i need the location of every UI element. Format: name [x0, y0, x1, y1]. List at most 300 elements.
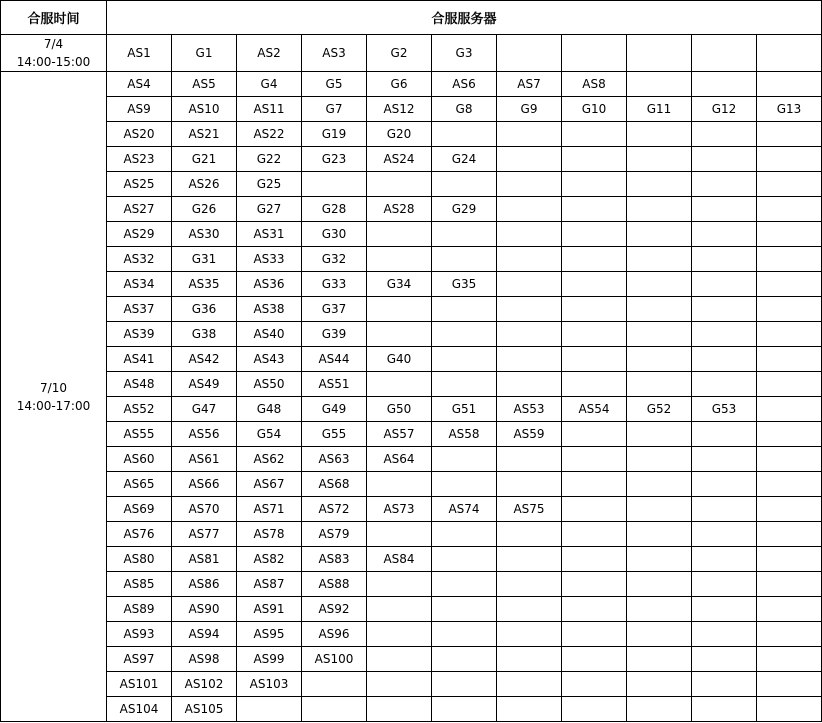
- server-cell: [692, 347, 757, 372]
- server-cell: AS72: [302, 497, 367, 522]
- server-cell: AS28: [367, 197, 432, 222]
- server-cell: AS70: [172, 497, 237, 522]
- server-cell: G3: [432, 35, 497, 72]
- server-cell: [627, 647, 692, 672]
- server-cell: [432, 572, 497, 597]
- server-cell: [692, 672, 757, 697]
- server-cell: [562, 497, 627, 522]
- server-cell: G38: [172, 322, 237, 347]
- table-row: [1, 572, 822, 597]
- server-cell: [367, 322, 432, 347]
- server-cell: [757, 172, 822, 197]
- server-cell: G39: [302, 322, 367, 347]
- server-cell: [432, 322, 497, 347]
- server-cell: AS65: [107, 472, 172, 497]
- server-cell: [757, 547, 822, 572]
- server-cell: AS86: [172, 572, 237, 597]
- table-row: [1, 422, 822, 447]
- server-cell: G40: [367, 347, 432, 372]
- server-cell: [757, 247, 822, 272]
- table-body: [1, 35, 822, 722]
- server-cell: AS29: [107, 222, 172, 247]
- server-cell: AS30: [172, 222, 237, 247]
- server-cell: [432, 347, 497, 372]
- server-cell: G34: [367, 272, 432, 297]
- server-cell: G24: [432, 147, 497, 172]
- server-cell: AS52: [107, 397, 172, 422]
- server-cell: [497, 222, 562, 247]
- server-cell: [692, 647, 757, 672]
- table-row: [1, 497, 822, 522]
- server-cell: AS78: [237, 522, 302, 547]
- server-cell: [692, 272, 757, 297]
- server-cell: [497, 522, 562, 547]
- server-cell: G19: [302, 122, 367, 147]
- server-cell: AS22: [237, 122, 302, 147]
- server-cell: AS8: [562, 72, 627, 97]
- server-cell: [562, 672, 627, 697]
- server-cell: AS32: [107, 247, 172, 272]
- server-cell: AS58: [432, 422, 497, 447]
- server-cell: [497, 322, 562, 347]
- server-cell: [627, 122, 692, 147]
- server-cell: AS26: [172, 172, 237, 197]
- server-cell: [562, 147, 627, 172]
- server-cell: [497, 597, 562, 622]
- server-cell: [627, 247, 692, 272]
- time-column-header: 合服时间: [1, 1, 107, 35]
- server-cell: G13: [757, 97, 822, 122]
- server-cell: AS10: [172, 97, 237, 122]
- server-cell: G32: [302, 247, 367, 272]
- server-cell: [562, 422, 627, 447]
- server-cell: [692, 447, 757, 472]
- server-cell: AS20: [107, 122, 172, 147]
- server-cell: [692, 572, 757, 597]
- server-cell: [627, 35, 692, 72]
- table-row: [1, 272, 822, 297]
- server-cell: AS92: [302, 597, 367, 622]
- server-cell: AS63: [302, 447, 367, 472]
- server-cell: [562, 297, 627, 322]
- server-cell: [627, 697, 692, 722]
- server-cell: G37: [302, 297, 367, 322]
- server-cell: [692, 222, 757, 247]
- table-row: [1, 122, 822, 147]
- server-cell: [432, 597, 497, 622]
- server-cell: [627, 297, 692, 322]
- server-cell: [367, 572, 432, 597]
- server-cell: AS102: [172, 672, 237, 697]
- server-cell: [757, 522, 822, 547]
- server-cell: AS71: [237, 497, 302, 522]
- server-cell: [562, 697, 627, 722]
- server-cell: [432, 622, 497, 647]
- server-cell: AS38: [237, 297, 302, 322]
- server-cell: [692, 197, 757, 222]
- table-row: [1, 197, 822, 222]
- server-cell: AS7: [497, 72, 562, 97]
- table-row: [1, 247, 822, 272]
- server-cell: [497, 35, 562, 72]
- table-row: [1, 672, 822, 697]
- server-cell: [627, 347, 692, 372]
- server-cell: G51: [432, 397, 497, 422]
- merge-time-cell: [1, 35, 107, 72]
- server-cell: G27: [237, 197, 302, 222]
- table-row: [1, 472, 822, 497]
- server-cell: AS90: [172, 597, 237, 622]
- server-cell: G21: [172, 147, 237, 172]
- server-cell: [692, 497, 757, 522]
- server-cell: AS61: [172, 447, 237, 472]
- server-cell: [692, 597, 757, 622]
- server-cell: [562, 447, 627, 472]
- server-cell: AS103: [237, 672, 302, 697]
- server-cell: [692, 172, 757, 197]
- server-cell: [432, 247, 497, 272]
- server-cell: [692, 147, 757, 172]
- server-cell: [627, 72, 692, 97]
- server-cell: G31: [172, 247, 237, 272]
- server-cell: [432, 447, 497, 472]
- server-cell: [497, 472, 562, 497]
- table-row: [1, 172, 822, 197]
- server-cell: [562, 597, 627, 622]
- server-cell: AS53: [497, 397, 562, 422]
- server-cell: [627, 422, 692, 447]
- table-row: [1, 297, 822, 322]
- server-cell: [432, 472, 497, 497]
- server-cell: AS84: [367, 547, 432, 572]
- server-cell: AS73: [367, 497, 432, 522]
- server-cell: G33: [302, 272, 367, 297]
- server-cell: AS36: [237, 272, 302, 297]
- server-cell: AS69: [107, 497, 172, 522]
- server-cell: AS33: [237, 247, 302, 272]
- server-cell: [432, 522, 497, 547]
- server-cell: [627, 172, 692, 197]
- server-cell: AS39: [107, 322, 172, 347]
- merge-time-cell: [1, 72, 107, 722]
- server-cell: [432, 122, 497, 147]
- server-cell: AS3: [302, 35, 367, 72]
- server-cell: AS105: [172, 697, 237, 722]
- server-cell: [562, 172, 627, 197]
- server-cell: [757, 647, 822, 672]
- server-cell: AS50: [237, 372, 302, 397]
- server-cell: AS68: [302, 472, 367, 497]
- server-cell: G47: [172, 397, 237, 422]
- server-cell: [757, 322, 822, 347]
- server-cell: AS1: [107, 35, 172, 72]
- server-cell: [757, 35, 822, 72]
- server-cell: [692, 697, 757, 722]
- server-cell: G25: [237, 172, 302, 197]
- server-cell: AS35: [172, 272, 237, 297]
- server-cell: AS2: [237, 35, 302, 72]
- server-cell: [497, 372, 562, 397]
- server-cell: [627, 147, 692, 172]
- server-cell: G30: [302, 222, 367, 247]
- server-cell: [627, 497, 692, 522]
- server-cell: [432, 647, 497, 672]
- table-row: [1, 622, 822, 647]
- server-cell: [627, 572, 692, 597]
- table-row: [1, 397, 822, 422]
- header-row: [1, 1, 822, 35]
- server-cell: G20: [367, 122, 432, 147]
- server-cell: G12: [692, 97, 757, 122]
- server-cell: [757, 222, 822, 247]
- server-cell: G11: [627, 97, 692, 122]
- server-cell: AS40: [237, 322, 302, 347]
- server-cell: [237, 697, 302, 722]
- server-cell: G36: [172, 297, 237, 322]
- server-cell: [757, 397, 822, 422]
- server-cell: [302, 172, 367, 197]
- server-cell: [562, 472, 627, 497]
- server-cell: [627, 547, 692, 572]
- server-cell: AS6: [432, 72, 497, 97]
- server-cell: [757, 697, 822, 722]
- table-row: [1, 97, 822, 122]
- server-cell: [627, 672, 692, 697]
- server-cell: AS88: [302, 572, 367, 597]
- server-cell: AS79: [302, 522, 367, 547]
- table-row: [1, 322, 822, 347]
- server-cell: [497, 622, 562, 647]
- server-cell: AS64: [367, 447, 432, 472]
- server-cell: [432, 172, 497, 197]
- server-cell: AS12: [367, 97, 432, 122]
- server-cell: [562, 622, 627, 647]
- server-cell: [757, 147, 822, 172]
- server-cell: AS101: [107, 672, 172, 697]
- server-cell: AS87: [237, 572, 302, 597]
- server-cell: [367, 247, 432, 272]
- servers-column-header: 合服服务器: [107, 1, 822, 35]
- server-cell: G22: [237, 147, 302, 172]
- server-cell: [562, 322, 627, 347]
- table-row: [1, 647, 822, 672]
- server-cell: AS83: [302, 547, 367, 572]
- table-row: [1, 347, 822, 372]
- server-cell: AS11: [237, 97, 302, 122]
- server-cell: [367, 372, 432, 397]
- table-row: [1, 597, 822, 622]
- server-cell: [562, 35, 627, 72]
- server-cell: G8: [432, 97, 497, 122]
- server-cell: G26: [172, 197, 237, 222]
- server-cell: [367, 697, 432, 722]
- server-cell: [692, 297, 757, 322]
- server-cell: G28: [302, 197, 367, 222]
- table-row: [1, 72, 822, 97]
- server-cell: AS43: [237, 347, 302, 372]
- server-cell: [692, 35, 757, 72]
- merge-date: 7/4: [43, 37, 64, 51]
- server-cell: AS66: [172, 472, 237, 497]
- server-cell: [692, 247, 757, 272]
- server-cell: G55: [302, 422, 367, 447]
- server-cell: [432, 672, 497, 697]
- server-cell: [757, 272, 822, 297]
- server-cell: AS25: [107, 172, 172, 197]
- server-cell: [497, 647, 562, 672]
- server-cell: [562, 272, 627, 297]
- server-cell: [692, 422, 757, 447]
- server-cell: G4: [237, 72, 302, 97]
- server-cell: [757, 297, 822, 322]
- table-row: [1, 447, 822, 472]
- server-cell: [627, 372, 692, 397]
- server-cell: [627, 322, 692, 347]
- server-cell: [627, 622, 692, 647]
- server-cell: [497, 447, 562, 472]
- server-cell: [497, 172, 562, 197]
- server-cell: AS77: [172, 522, 237, 547]
- server-cell: AS55: [107, 422, 172, 447]
- server-cell: [757, 472, 822, 497]
- server-cell: AS62: [237, 447, 302, 472]
- server-cell: [562, 647, 627, 672]
- server-cell: AS95: [237, 622, 302, 647]
- server-cell: AS27: [107, 197, 172, 222]
- server-cell: G6: [367, 72, 432, 97]
- server-cell: AS31: [237, 222, 302, 247]
- server-cell: AS23: [107, 147, 172, 172]
- server-cell: AS21: [172, 122, 237, 147]
- server-cell: AS100: [302, 647, 367, 672]
- server-cell: [497, 247, 562, 272]
- server-cell: [562, 347, 627, 372]
- server-cell: [367, 172, 432, 197]
- server-cell: [757, 347, 822, 372]
- server-cell: [692, 72, 757, 97]
- server-cell: AS85: [107, 572, 172, 597]
- server-cell: [692, 472, 757, 497]
- server-cell: [757, 597, 822, 622]
- server-cell: [562, 522, 627, 547]
- server-cell: AS60: [107, 447, 172, 472]
- server-cell: G53: [692, 397, 757, 422]
- server-cell: G9: [497, 97, 562, 122]
- server-cell: [367, 472, 432, 497]
- server-cell: [497, 347, 562, 372]
- server-cell: AS75: [497, 497, 562, 522]
- server-cell: AS48: [107, 372, 172, 397]
- server-cell: AS80: [107, 547, 172, 572]
- server-cell: [562, 572, 627, 597]
- server-cell: [627, 222, 692, 247]
- server-cell: [692, 522, 757, 547]
- server-cell: AS82: [237, 547, 302, 572]
- server-cell: [692, 122, 757, 147]
- server-cell: [497, 272, 562, 297]
- server-cell: AS51: [302, 372, 367, 397]
- server-cell: [497, 197, 562, 222]
- server-cell: G52: [627, 397, 692, 422]
- server-cell: [497, 147, 562, 172]
- server-cell: [627, 447, 692, 472]
- server-cell: G29: [432, 197, 497, 222]
- server-cell: AS42: [172, 347, 237, 372]
- server-cell: [692, 547, 757, 572]
- server-cell: AS96: [302, 622, 367, 647]
- server-cell: AS104: [107, 697, 172, 722]
- server-cell: [302, 697, 367, 722]
- server-cell: [497, 697, 562, 722]
- server-cell: AS76: [107, 522, 172, 547]
- server-cell: [562, 247, 627, 272]
- server-cell: [627, 272, 692, 297]
- server-cell: [627, 472, 692, 497]
- server-cell: [757, 197, 822, 222]
- server-cell: AS24: [367, 147, 432, 172]
- server-cell: [757, 672, 822, 697]
- server-cell: G5: [302, 72, 367, 97]
- server-cell: [757, 572, 822, 597]
- server-cell: G1: [172, 35, 237, 72]
- server-cell: AS57: [367, 422, 432, 447]
- table-row: [1, 522, 822, 547]
- server-cell: [497, 122, 562, 147]
- server-cell: [757, 72, 822, 97]
- server-cell: [432, 697, 497, 722]
- server-cell: [367, 622, 432, 647]
- server-cell: AS98: [172, 647, 237, 672]
- server-cell: AS67: [237, 472, 302, 497]
- server-cell: [367, 597, 432, 622]
- server-cell: [432, 547, 497, 572]
- server-cell: AS74: [432, 497, 497, 522]
- server-cell: [562, 122, 627, 147]
- server-cell: AS4: [107, 72, 172, 97]
- server-cell: AS49: [172, 372, 237, 397]
- server-cell: [757, 372, 822, 397]
- server-cell: AS93: [107, 622, 172, 647]
- server-cell: [432, 372, 497, 397]
- server-cell: G49: [302, 397, 367, 422]
- table-row: [1, 222, 822, 247]
- server-cell: [757, 422, 822, 447]
- server-cell: AS97: [107, 647, 172, 672]
- server-cell: [692, 372, 757, 397]
- server-cell: [302, 672, 367, 697]
- server-cell: G7: [302, 97, 367, 122]
- server-cell: G23: [302, 147, 367, 172]
- server-cell: AS5: [172, 72, 237, 97]
- server-cell: [562, 372, 627, 397]
- server-cell: G35: [432, 272, 497, 297]
- table-row: [1, 697, 822, 722]
- server-cell: [757, 622, 822, 647]
- server-cell: [497, 572, 562, 597]
- server-cell: [367, 672, 432, 697]
- server-cell: [562, 222, 627, 247]
- server-cell: AS89: [107, 597, 172, 622]
- server-cell: [367, 297, 432, 322]
- server-cell: [627, 597, 692, 622]
- server-cell: [432, 222, 497, 247]
- server-cell: [562, 547, 627, 572]
- server-cell: [367, 647, 432, 672]
- server-cell: AS56: [172, 422, 237, 447]
- server-cell: [692, 622, 757, 647]
- server-cell: AS94: [172, 622, 237, 647]
- server-cell: G54: [237, 422, 302, 447]
